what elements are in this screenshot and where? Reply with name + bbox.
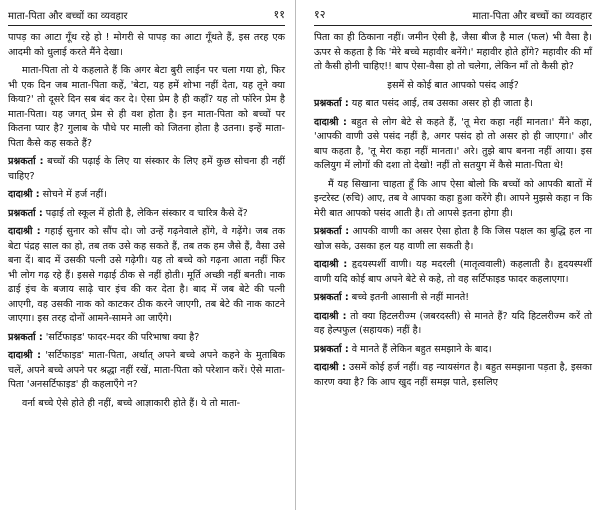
qa-paragraph — [314, 116, 592, 174]
left-running-title: माता-पिता और बच्चों का व्यवहार — [8, 11, 128, 22]
qa-paragraph — [314, 258, 592, 287]
qa-paragraph — [314, 291, 592, 306]
qa-paragraph — [8, 207, 285, 222]
speaker-label: दादाश्री : — [8, 226, 41, 237]
speaker-label: प्रश्नकर्ता : — [314, 292, 349, 303]
right-page-body — [314, 31, 592, 390]
qa-text: आपकी वाणी का असर ऐसा होता है कि जिस पक्षल का बुद्धि हल ना खोज सके, उसका हल यह वाणी ला सकती है। — [314, 226, 592, 252]
speaker-label: दादाश्री : — [314, 362, 346, 373]
qa-paragraph — [314, 343, 592, 358]
qa-text: 'सर्टिफाइड' माता-पिता, अर्थात् अपने बच्चे अपने कहने के मुताबिक चलें, अपने बच्चे अपने पर श्रद्धा नहीं रखें, माता-पिता को परेशान करें। ऐसे माता-पिता 'अनसर्टिफाइड' ही कहलाएँगे न? — [8, 350, 285, 390]
speaker-label: दादाश्री : — [314, 259, 348, 270]
paragraph — [314, 178, 592, 222]
right-page-number: १२ — [314, 8, 326, 21]
paragraph — [314, 31, 592, 75]
qa-paragraph — [314, 361, 592, 390]
qa-paragraph — [8, 155, 285, 184]
qa-text: यह बात पसंद आई, तब उसका असर हो ही जाता है। — [348, 98, 533, 109]
speaker-label: प्रश्नकर्ता : — [8, 156, 44, 167]
speaker-label: प्रश्नकर्ता : — [314, 98, 349, 109]
qa-paragraph — [314, 97, 592, 112]
paragraph-text: इसमें से कोई बात आपको पसंद आई? — [387, 79, 519, 91]
qa-paragraph — [8, 349, 285, 393]
paragraph — [8, 397, 285, 412]
paragraph — [8, 31, 285, 60]
left-page-body — [8, 31, 285, 411]
paragraph-text: पापड़ का आटा गूँथ रहे हो ! मोगरी से पापड़ का आटा गूँथते हैं, इस तरह एक आदमी को धुलाई करते मैंने देखा। — [8, 32, 285, 58]
qa-paragraph — [8, 225, 285, 327]
left-page-number: ११ — [273, 8, 285, 21]
speaker-label: दादाश्री : — [314, 310, 347, 322]
qa-text: बच्चों की पढ़ाई के लिए या संस्कार के लिए हमें कुछ सोचना ही नहीं चाहिए? — [8, 156, 285, 182]
qa-paragraph — [314, 225, 592, 254]
speaker-label: प्रश्नकर्ता : — [314, 226, 350, 237]
left-page-header — [8, 6, 285, 26]
speaker-label: प्रश्नकर्ता : — [8, 207, 43, 219]
right-page-header — [314, 6, 592, 26]
paragraph-text: माता-पिता तो ये कहलाते हैं कि अगर बेटा बुरी लाईन पर चला गया हो, फिर भी एक दिन जब माता-पिता कहें, 'बेटा, यह हमें शोभा नहीं देता, यह तूने क्या किया?' तो दूसरे दिन सब बंद कर दे। ऐसा प्रेम है ही कहाँ? यह तो फॉरेन प्रेम है माता-पिता। यह जगत् प्रेम से ही वश होता है। इन माता-पिता को बच्चों पर कितना प्यार है? गुलाब के पौधे पर माली को जितना होता है उतना। इन्हें माता-पिता कैसे कह सकते हैं? — [8, 65, 285, 149]
qa-text: बच्चे इतनी आसानी से नहीं मानते! — [348, 292, 470, 303]
paragraph — [8, 64, 285, 151]
right-page — [304, 0, 600, 510]
qa-paragraph — [8, 331, 285, 346]
centered-question — [314, 79, 592, 94]
qa-text: हृदयस्पर्शी वाणी। यह मदरली (मातृत्ववाली) कहलाती है। हृदयस्पर्शी वाणी यदि कोई बाप अपने बेटे से कहे, तो वह सर्टिफाइड फादर कहलाएगा। — [314, 259, 592, 285]
qa-text: वे मानते हैं लेकिन बहुत समझाने के बाद। — [348, 343, 492, 355]
paragraph-text: मैं यह सिखाना चाहता हूँ कि आप ऐसा बोलो कि बच्चों को आपकी बातों में इन्टरेस्ट (रुचि) आए, तब वे आपका कहा हुआ करेंगे ही। आपने मुझसे कहा न कि मेरी बात आपको पसंद आती है। तो आपसे इतना होगा ही। — [314, 178, 592, 219]
speaker-label: प्रश्नकर्ता : — [8, 331, 43, 343]
speaker-label: दादाश्री : — [8, 189, 40, 200]
speaker-label: दादाश्री : — [8, 350, 41, 361]
paragraph-text: वर्ना बच्चे ऐसे होते ही नहीं, बच्चे आज्ञाकारी होते हैं। ये तो माता- — [22, 397, 241, 409]
speaker-label: प्रश्नकर्ता : — [314, 343, 349, 355]
qa-text: गहाई सुनार को सौंप दो। जो उन्हें गढ़नेवाले होंगे, वे गढ़ेंगे। जब तक बेटा पंद्रह साल का हो, तब तक उसे कह सकते हैं, तब तक हम जैसे हैं, वैसा उसे बना दें। बाद में उसकी पत्नी उसे गढ़ेगी। यह तो बच्चे को गढ़ना आता नहीं फिर भी लोग गढ़ रहे हैं। इससे गढ़ाई ठीक से नहीं होती। मूर्ति अच्छी नहीं बनती। नाक ढाई इंच के बजाय साढ़े चार इंच की कर देता है। बाद में जब बेटे की पत्नी आएगी, वह उसकी नाक को काटकर ठीक करने जाएगी, तब बेटे की नाक काटने जाएगा। इस तरह दोनों आमने-सामने आ जाएँगे। — [8, 226, 285, 324]
right-running-title: माता-पिता और बच्चों का व्यवहार — [472, 11, 592, 22]
qa-text: सोचने में हर्ज नहीं। — [39, 189, 107, 200]
qa-paragraph — [314, 310, 592, 339]
paragraph-text: पिता का ही ठिकाना नहीं। जमीन ऐसी है, जैसा बीज है माल (फल) भी वैसा है। ऊपर से कहता है कि 'मेरे बच्चे महावीर बनेंगे।' महावीर होते होंगे? महावीर की माँ तो कैसी होनी चाहिए!! बाप ऐसा-वैसा हो तो चलेगा, लेकिन माँ तो कैसी हो? — [314, 32, 592, 72]
qa-text: उसमें कोई हर्ज नहीं। वह न्यायसंगत है। बहुत समझाना पड़ता है, इसका कारण क्या है? कि आप खुद नहीं समझ पाते, इसलिए — [314, 362, 592, 388]
qa-text: 'सर्टिफाइड' फादर-मदर की परिभाषा क्या है? — [42, 331, 200, 343]
qa-paragraph — [8, 188, 285, 203]
qa-text: तो क्या हिटलरीज्म (जबरदस्ती) से मानते हैं? यदि हिटलरीज्म करें तो वह हेल्पफुल (सहायक) नहीं है। — [314, 310, 592, 336]
qa-text: बहुत से लोग बेटे से कहते हैं, 'तू मेरा कहा नहीं मानता।' मैंने कहा, 'आपकी वाणी उसे पसंद नहीं है, अगर पसंद हो तो असर हो ही जाएगा।' और बाप कहता है, 'तू मेरा कहा नहीं मानता।' अरे। तुझे बाप बनना नहीं आया। इस कलियुग में लोगों की दशा तो देखो! नहीं तो सतयुग में कैसे माता-पिता थे! — [314, 116, 592, 171]
left-page — [0, 0, 296, 510]
speaker-label: दादाश्री : — [314, 116, 347, 128]
qa-text: पढ़ाई तो स्कूल में होती है, लेकिन संस्कार व चारित्र कैसे दें? — [42, 207, 248, 219]
